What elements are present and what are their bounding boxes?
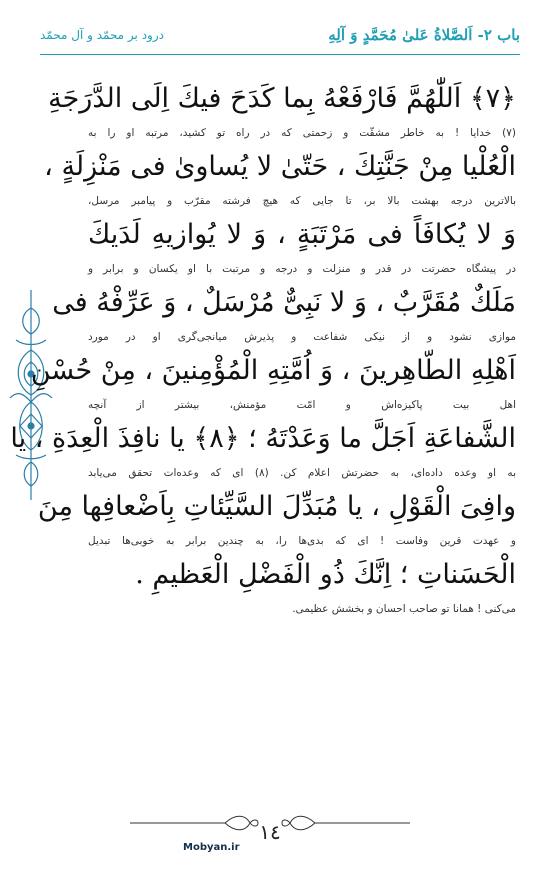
page-header [40, 18, 520, 52]
persian-line: اهل بيت پاكيزه‌اش و امّت مؤمنش، بيشتر از آنچه [88, 399, 516, 411]
footer-ornament-right-icon [280, 812, 410, 834]
arabic-line: اَهْلِهِ الطّاهِرينَ ، وَ اُمَّتِهِ الْمُؤْمِنينَ ، مِنْ حُسْنِ [30, 355, 516, 386]
persian-line: و عهدت قرين وفاست ! اى كه بدى‌ها را، به چندين برابر به خوبى‌ها تبديل [88, 535, 516, 547]
arabic-line: وَ لا يُكافَاً فى مَرْتَبَةٍ ، وَ لا يُوازيهِ لَدَيكَ [88, 219, 516, 250]
arabic-line: وافِىَ الْقَوْلِ ، يا مُبَدِّلَ السَّيِّئاتِ بِاَضْعافِها مِنَ [37, 491, 516, 522]
chapter-title: باب ٢- اَلصَّلاةُ عَلىٰ مُحَمَّدٍ وَ آلِهِ [328, 26, 520, 44]
arabic-line: الشَّفاعَةِ اَجَلَّ ما وَعَدْتَهُ ؛ ﴿٨﴾ يا نافِذَ الْعِدَةِ ، يا [10, 423, 516, 454]
header-divider [40, 54, 520, 55]
persian-line: به او وعده داده‌اى، به حضرتش اعلام كن. (٨) اى كه وعده‌ات تحقق مى‌يابد [88, 467, 516, 479]
arabic-line: ﴿٧﴾ اَللّٰهُمَّ فَارْفَعْهُ بِما كَدَحَ فيكَ اِلَى الدَّرَجَةِ [48, 83, 516, 114]
persian-line: (٧) خدايا ! به خاطر مشقّت و زحمتى كه در راه تو كشيد، مرتبه او را به [88, 127, 516, 139]
site-logo: Mobyan.ir [183, 842, 240, 853]
prayer-text [10, 76, 516, 620]
persian-line: بالاترين درجه بهشت بالا بر، تا جايى كه هيچ فرشته مقرّب و پيامبر مرسل، [88, 195, 516, 207]
arabic-line: الْعُلْيا مِنْ جَنَّتِكَ ، حَتّىٰ لا يُساوىٰ فى مَنْزِلَةٍ ، [44, 151, 516, 182]
side-ornament-icon [6, 290, 56, 500]
chapter-subtitle: درود بر محمّد و آل محمّد [40, 28, 164, 42]
persian-line: در پيشگاه حضرتت در قدر و منزلت و درجه و مرتبت با او يكسان و برابر و [88, 263, 516, 275]
arabic-line: الْحَسَناتِ ؛ اِنَّكَ ذُو الْفَضْلِ الْعَظيمِ . [135, 559, 516, 590]
page-number: ١٤ [259, 820, 281, 844]
page-footer [0, 800, 540, 870]
persian-line: موازى نشود و از نيكى شفاعت و پذيرش ميانجى‌گرى او در مورد [88, 331, 516, 343]
arabic-line: مَلَكٌ مُقَرَّبٌ ، وَ لا نَبِىٌّ مُرْسَلٌ ، وَ عَرِّفْهُ فى [52, 287, 516, 318]
persian-line: مى‌كنى ! همانا تو صاحب احسان و بخشش عظيمى. [292, 603, 516, 615]
